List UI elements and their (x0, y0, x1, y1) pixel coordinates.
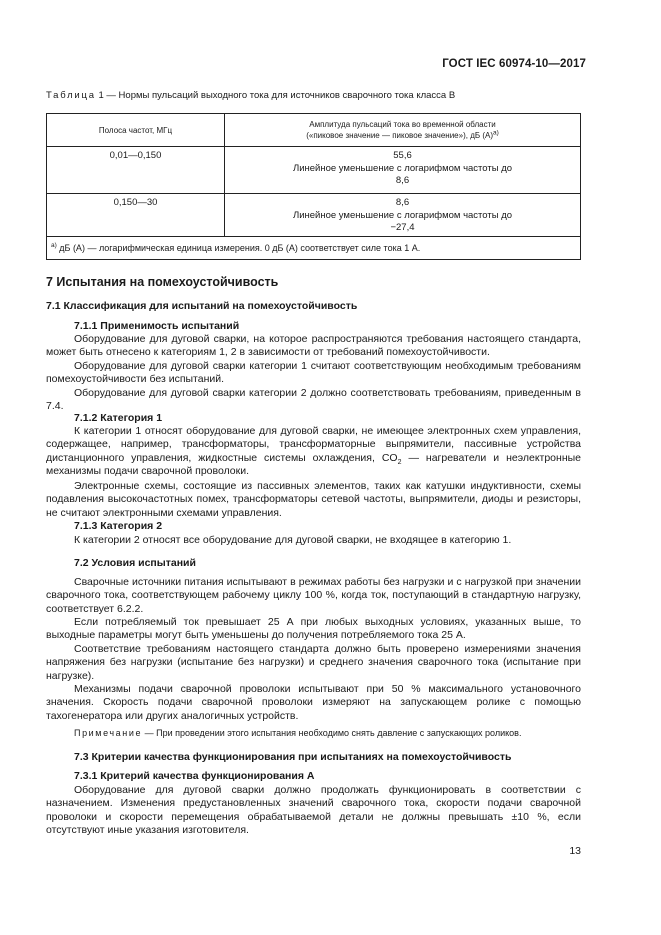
paragraph-7-1-1-b: Оборудование для дуговой сварки категории 1 считают соответствующим необходимым требованиям помехоустойчивости без испытаний. (46, 360, 581, 386)
col-header-amplitude-line2: («пиковое значение — пиковое значение»), дБ (А) (306, 131, 493, 140)
note-text: — При проведении этого испытания необходимо снять давление с запускающих роликов. (142, 728, 522, 738)
note-label: Примечание (74, 728, 143, 738)
section-7-2-title: 7.2 Условия испытаний (74, 557, 196, 569)
paragraph-7-1-1-a: Оборудование для дуговой сварки, на которое распространяются требования настоящего стандарта, может быть отнесено к категориям 1, 2 в зависимости от требований помехоустойчивости. (46, 333, 581, 359)
cell-amplitude-end: −27,4 (390, 222, 415, 233)
paragraph-7-1-2-a-text: К категории 1 относят оборудование для дуговой сварки, не имеющее электронных схем управления, содержащее, например, трансформаторы, трансформаторные выпрямители, пассивные устройства дистанционного управления, жидкостные системы охлаждения, CO (46, 425, 581, 464)
page-number: 13 (569, 845, 581, 857)
cell-amplitude (225, 147, 581, 194)
table-footnote-row (47, 237, 581, 260)
co2-subscript: 2 (397, 458, 402, 466)
paragraph-7-1-2-b: Электронные схемы, состоящие из пассивных элементов, таких как катушки индуктивности, схемы подавления высокочастотных помех, трансформаторы сетевой частоты, выпрямители, диоды и резисторы, не считают электронными схемами управления. (46, 480, 581, 519)
paragraph-7-3-1: Оборудование для дуговой сварки должно продолжать функционировать в соответствии с назначением. Изменения предустановленных значений сварочного тока, скорости подачи сварочной проволоки и скорости перемещения обрабатываемой детали не должны превышать ±10 %, если отсутствуют иные указания изготовителя. (46, 784, 581, 836)
section-7-3-title: 7.3 Критерии качества функционирования при испытаниях на помехоустойчивость (74, 751, 512, 763)
cell-amplitude-desc: Линейное уменьшение с логарифмом частоты до (292, 209, 513, 221)
col-header-footnote-mark: a) (493, 129, 499, 137)
table-footnote (47, 237, 581, 260)
table-header-row (47, 114, 581, 147)
table-caption-text: 1 — Нормы пульсаций выходного тока для источников сварочного тока класса В (95, 90, 456, 101)
table-row (47, 194, 581, 237)
section-7-1-title: 7.1 Классификация для испытаний на помехоустойчивость (46, 300, 358, 312)
document-id-header: ГОСТ IEC 60974-10—2017 (442, 58, 586, 70)
note-7-2 (46, 727, 581, 740)
cell-amplitude-end: 8,6 (395, 175, 410, 186)
cell-amplitude-start: 8,6 (395, 197, 410, 208)
table-caption-label: Таблица (46, 90, 96, 101)
ripple-norms-table (46, 113, 581, 260)
section-7-1-2-title: 7.1.2 Категория 1 (74, 412, 163, 424)
table-row (47, 147, 581, 194)
footnote-mark: a) (51, 241, 57, 249)
cell-band: 0,150—30 (47, 194, 225, 237)
section-7-3-1-title: 7.3.1 Критерий качества функционирования А (74, 770, 315, 782)
section-7-1-1-title: 7.1.1 Применимость испытаний (74, 320, 240, 332)
footnote-text: дБ (А) — логарифмическая единица измерения. 0 дБ (А) соответствует силе тока 1 А. (56, 242, 421, 253)
paragraph-7-1-3: К категории 2 относят все оборудование для дуговой сварки, не входящее в категорию 1. (74, 534, 512, 546)
col-header-amplitude-line1: Амплитуда пульсаций тока во временной области (309, 120, 496, 129)
paragraph-7-2-d: Механизмы подачи сварочной проволоки испытывают при 50 % максимального установочного значения. Скорость подачи сварочной проволоки измеряют на запускающем ролике с помощью тахогенератора или других аналогичных устройств. (46, 683, 581, 722)
col-header-amplitude (225, 114, 581, 147)
cell-amplitude (225, 194, 581, 237)
section-7-title: 7 Испытания на помехоустойчивость (46, 275, 279, 289)
paragraph-7-2-c: Соответствие требованиям настоящего стандарта должно быть проверено измерениями значения напряжения без нагрузки (испытание без нагрузки) и среднего значения сварочного тока (испытание при нагрузке). (46, 643, 581, 682)
table-caption (46, 90, 455, 101)
paragraph-7-2-b: Если потребляемый ток превышает 25 А при любых выходных условиях, указанных выше, то выходные параметры могут быть уменьшены до получения потребляемого тока 25 А. (46, 616, 581, 642)
section-7-1-3-title: 7.1.3 Категория 2 (74, 520, 163, 532)
paragraph-7-1-2-a-tail: — нагреватели и неэлектронные механизмы подачи сварочной проволоки. (46, 451, 581, 477)
col-header-band: Полоса частот, МГц (47, 114, 225, 147)
paragraph-7-2-a: Сварочные источники питания испытывают в режимах работы без нагрузки и с нагрузкой при значении сварочного тока, соответствующем рабочему циклу 100 %, когда ток, поступающий в стандартную нагрузку, соответствует 6.2.2. (46, 576, 581, 615)
cell-amplitude-start: 55,6 (393, 150, 412, 161)
cell-amplitude-desc: Линейное уменьшение с логарифмом частоты до (292, 162, 513, 174)
cell-band: 0,01—0,150 (47, 147, 225, 194)
paragraph-7-1-2-a (46, 425, 581, 478)
paragraph-7-1-1-c: Оборудование для дуговой сварки категории 2 должно соответствовать требованиям, приведенным в 7.4. (46, 387, 581, 413)
